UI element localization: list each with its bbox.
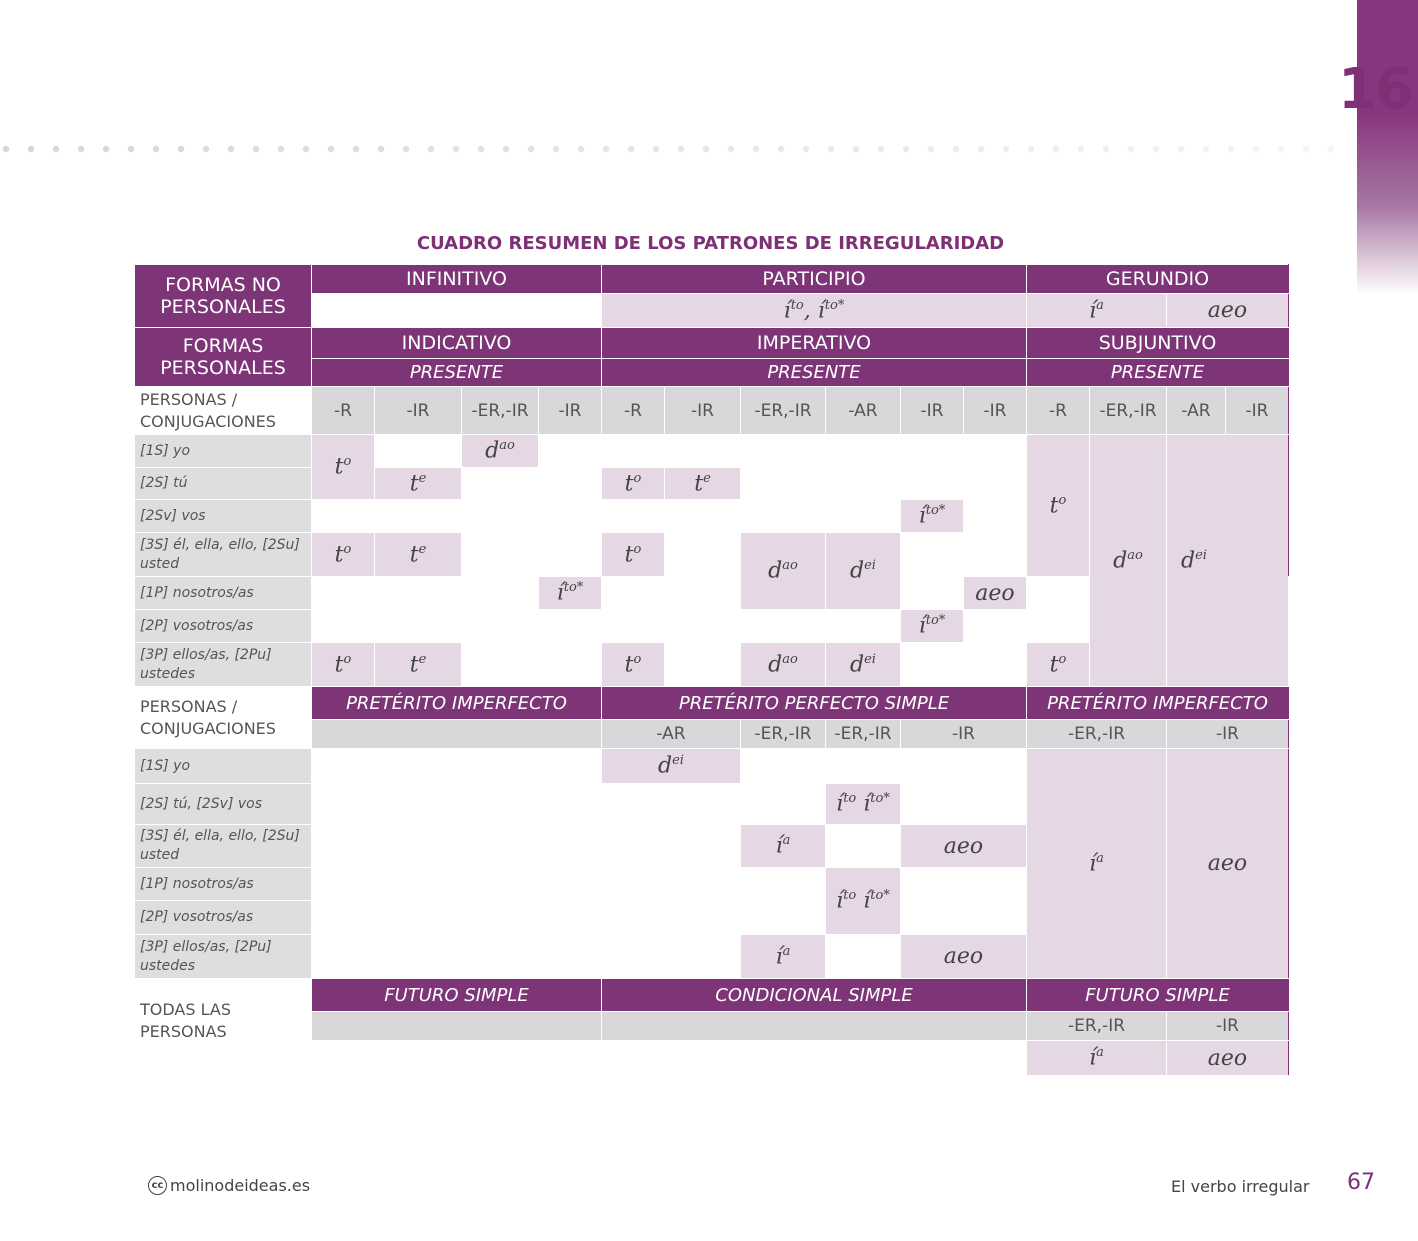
conj-er-ir: -ER,-IR: [741, 720, 826, 749]
separator-dot: [53, 146, 59, 152]
separator-dot: [728, 146, 734, 152]
separator-dot: [653, 146, 659, 152]
pattern-ia: $í^a$: [1027, 1041, 1167, 1076]
chapter-tab: [1357, 0, 1418, 295]
person-tu: [2S] tú: [135, 468, 312, 500]
pattern-ia: $í^a$: [741, 935, 826, 979]
separator-dot: [1328, 146, 1334, 152]
separator-dot: [278, 146, 284, 152]
pattern-ito-ito-star: $í^{to}$ $í^{to*}$: [826, 868, 901, 935]
conj-ir: -IR: [1167, 720, 1289, 749]
separator-dot: [103, 146, 109, 152]
person-ellos: [3P] ellos/as, [2Pu] ustedes: [135, 935, 312, 979]
person-el: [3S] él, ella, ello, [2Su] usted: [135, 825, 312, 868]
person-nosotros: [1P] nosotros/as: [135, 577, 312, 610]
separator-dot: [953, 146, 959, 152]
separator-dot: [1178, 146, 1184, 152]
person-nosotros: [1P] nosotros/as: [135, 868, 312, 901]
label-personas-conjugaciones: PERSONAS / CONJUGACIONES: [135, 387, 312, 435]
pattern-to: $t^o$: [602, 468, 665, 500]
pattern-ito-ito-star: $í^{to}$ $í^{to*}$: [826, 784, 901, 825]
pattern-te: $t^e$: [375, 643, 462, 687]
separator-dot: [1078, 146, 1084, 152]
header-futuro-simple-subj: FUTURO SIMPLE: [1027, 979, 1289, 1012]
pattern-to: $t^o$: [1027, 435, 1090, 577]
pattern-ito-star: $í^{to*}$: [539, 577, 602, 610]
person-el: [3S] él, ella, ello, [2Su] usted: [135, 533, 312, 577]
gerundio-aeo: aeo: [1167, 294, 1289, 328]
label-todas-personas: TODAS LAS PERSONAS: [135, 979, 312, 1076]
conj-ir: -IR: [1226, 387, 1289, 435]
conj-er-ir: -ER,-IR: [826, 720, 901, 749]
separator-dot: [853, 146, 859, 152]
header-subjuntivo: SUBJUNTIVO: [1027, 328, 1289, 359]
separator-dot: [1303, 146, 1309, 152]
irregularity-table: [134, 264, 1289, 1076]
header-participio: PARTICIPIO: [602, 265, 1027, 294]
subjuntivo-presente: PRESENTE: [1027, 359, 1289, 387]
conj-empty: [312, 1012, 602, 1041]
separator-dot: [1228, 146, 1234, 152]
separator-dot: [803, 146, 809, 152]
separator-dot: [253, 146, 259, 152]
conj-er-ir: -ER,-IR: [1027, 720, 1167, 749]
conj-er-ir: -ER,-IR: [462, 387, 539, 435]
separator-dot: [128, 146, 134, 152]
separator-dot: [903, 146, 909, 152]
footer-source: [148, 1176, 310, 1195]
separator-dot: [1253, 146, 1259, 152]
conj-ir: -IR: [901, 387, 964, 435]
pattern-dao: $d^{ao}$: [462, 435, 539, 468]
separator-dot: [478, 146, 484, 152]
separator-dot: [778, 146, 784, 152]
person-tu-vos: [2S] tú, [2Sv] vos: [135, 784, 312, 825]
page-number: 67: [1347, 1170, 1375, 1195]
pattern-aeo: aeo: [1167, 1041, 1289, 1076]
imperativo-presente: PRESENTE: [602, 359, 1027, 387]
person-vosotros: [2P] vosotros/as: [135, 610, 312, 643]
separator-dot: [753, 146, 759, 152]
header-formas-no-personales: FORMAS NO PERSONALES: [135, 265, 312, 328]
header-gerundio: GERUNDIO: [1027, 265, 1289, 294]
separator-dot: [1103, 146, 1109, 152]
separator-dot: [1053, 146, 1059, 152]
conj-er-ir: -ER,-IR: [741, 387, 826, 435]
footer-site: molinodeideas.es: [170, 1176, 311, 1195]
separator-dot: [703, 146, 709, 152]
label-personas-conjugaciones: PERSONAS / CONJUGACIONES: [135, 687, 312, 749]
separator-dot: [503, 146, 509, 152]
pattern-dao: $d^{ao}$: [741, 643, 826, 687]
separator-dot: [228, 146, 234, 152]
pattern-ia: $í^a$: [741, 825, 826, 868]
separator-dot: [203, 146, 209, 152]
separator-dot: [578, 146, 584, 152]
chapter-number: 16: [1338, 57, 1412, 122]
conj-ar: -AR: [826, 387, 901, 435]
separator-dot: [528, 146, 534, 152]
header-imperativo: IMPERATIVO: [602, 328, 1027, 359]
separator-dot: [153, 146, 159, 152]
conj-er-ir: -ER,-IR: [1027, 1012, 1167, 1041]
pattern-to: $t^o$: [602, 643, 665, 687]
pattern-dei: $d^{ei}$: [602, 749, 741, 784]
separator-dot: [353, 146, 359, 152]
separator-dot: [678, 146, 684, 152]
conj-ir: -IR: [665, 387, 741, 435]
conj-empty: [312, 720, 602, 749]
pattern-dei: $d^{ei}$: [826, 533, 901, 610]
header-preterito-imperfecto-subj: PRETÉRITO IMPERFECTO: [1027, 687, 1289, 720]
conj-ir: -IR: [375, 387, 462, 435]
separator-dot: [453, 146, 459, 152]
indicativo-presente: PRESENTE: [312, 359, 602, 387]
conj-er-ir: -ER,-IR: [1090, 387, 1167, 435]
person-vosotros: [2P] vosotros/as: [135, 901, 312, 935]
separator-dot: [978, 146, 984, 152]
pattern-ito-star: $í^{to*}$: [901, 610, 964, 643]
conj-empty: [602, 1012, 1027, 1041]
separator-dot: [878, 146, 884, 152]
pattern-aeo: aeo: [1167, 749, 1289, 979]
separator-dot: [428, 146, 434, 152]
pattern-te: $t^e$: [665, 468, 741, 500]
pattern-to: $t^o$: [312, 533, 375, 577]
conj-r: -R: [1027, 387, 1090, 435]
pattern-te: $t^e$: [375, 533, 462, 577]
participio-pattern: $í^{to}$, $í^{to*}$: [602, 294, 1027, 328]
gerundio-ia: $í^a$: [1027, 294, 1167, 328]
person-yo: [1S] yo: [135, 749, 312, 784]
separator-dot: [828, 146, 834, 152]
pattern-ito-star: $í^{to*}$: [901, 500, 964, 533]
header-futuro-simple: FUTURO SIMPLE: [312, 979, 602, 1012]
conj-ar: -AR: [1167, 387, 1226, 435]
person-vos: [2Sv] vos: [135, 500, 312, 533]
table-title: CUADRO RESUMEN DE LOS PATRONES DE IRREGULARIDAD: [416, 233, 1005, 254]
pattern-aeo: aeo: [964, 577, 1027, 610]
pattern-aeo: aeo: [901, 935, 1027, 979]
pattern-dei: $d^{ei}$: [826, 643, 901, 687]
separator-dot: [628, 146, 634, 152]
header-preterito-imperfecto: PRETÉRITO IMPERFECTO: [312, 687, 602, 720]
pattern-to: $t^o$: [312, 435, 375, 500]
conj-r: -R: [312, 387, 375, 435]
separator-dot: [28, 146, 34, 152]
separator-dot: [1153, 146, 1159, 152]
conj-ir: -IR: [964, 387, 1027, 435]
dotted-separator: [0, 145, 1340, 153]
separator-dot: [1003, 146, 1009, 152]
footer-section: El verbo irregular: [1171, 1177, 1310, 1196]
header-formas-personales: FORMAS PERSONALES: [135, 328, 312, 387]
header-preterito-perfecto-simple: PRETÉRITO PERFECTO SIMPLE: [602, 687, 1027, 720]
pattern-to: $t^o$: [1027, 643, 1090, 687]
pattern-te: $t^e$: [375, 468, 462, 500]
conj-ir: -IR: [1167, 1012, 1289, 1041]
separator-dot: [303, 146, 309, 152]
pattern-ia: $í^a$: [1027, 749, 1167, 979]
separator-dot: [1278, 146, 1284, 152]
separator-dot: [603, 146, 609, 152]
header-infinitivo: INFINITIVO: [312, 265, 602, 294]
separator-dot: [1028, 146, 1034, 152]
creative-commons-icon: cc: [148, 1176, 167, 1195]
person-ellos: [3P] ellos/as, [2Pu] ustedes: [135, 643, 312, 687]
person-yo: [1S] yo: [135, 435, 312, 468]
separator-dot: [78, 146, 84, 152]
separator-dot: [403, 146, 409, 152]
separator-dot: [178, 146, 184, 152]
conj-ir: -IR: [901, 720, 1027, 749]
pattern-to: $t^o$: [602, 533, 665, 577]
separator-dot: [1203, 146, 1209, 152]
separator-dot: [553, 146, 559, 152]
header-condicional-simple: CONDICIONAL SIMPLE: [602, 979, 1027, 1012]
infinitivo-empty: [312, 294, 602, 328]
separator-dot: [378, 146, 384, 152]
separator-dot: [328, 146, 334, 152]
conj-r: -R: [602, 387, 665, 435]
pattern-dao: $d^{ao}$: [1090, 435, 1167, 687]
pattern-to: $t^o$: [312, 643, 375, 687]
conj-ar: -AR: [602, 720, 741, 749]
pattern-aeo: aeo: [901, 825, 1027, 868]
pattern-dao: $d^{ao}$: [741, 533, 826, 610]
conj-ir: -IR: [539, 387, 602, 435]
header-indicativo: INDICATIVO: [312, 328, 602, 359]
separator-dot: [928, 146, 934, 152]
pattern-dei: $d^{ei}$: [1167, 435, 1289, 687]
separator-dot: [1128, 146, 1134, 152]
separator-dot: [3, 146, 9, 152]
